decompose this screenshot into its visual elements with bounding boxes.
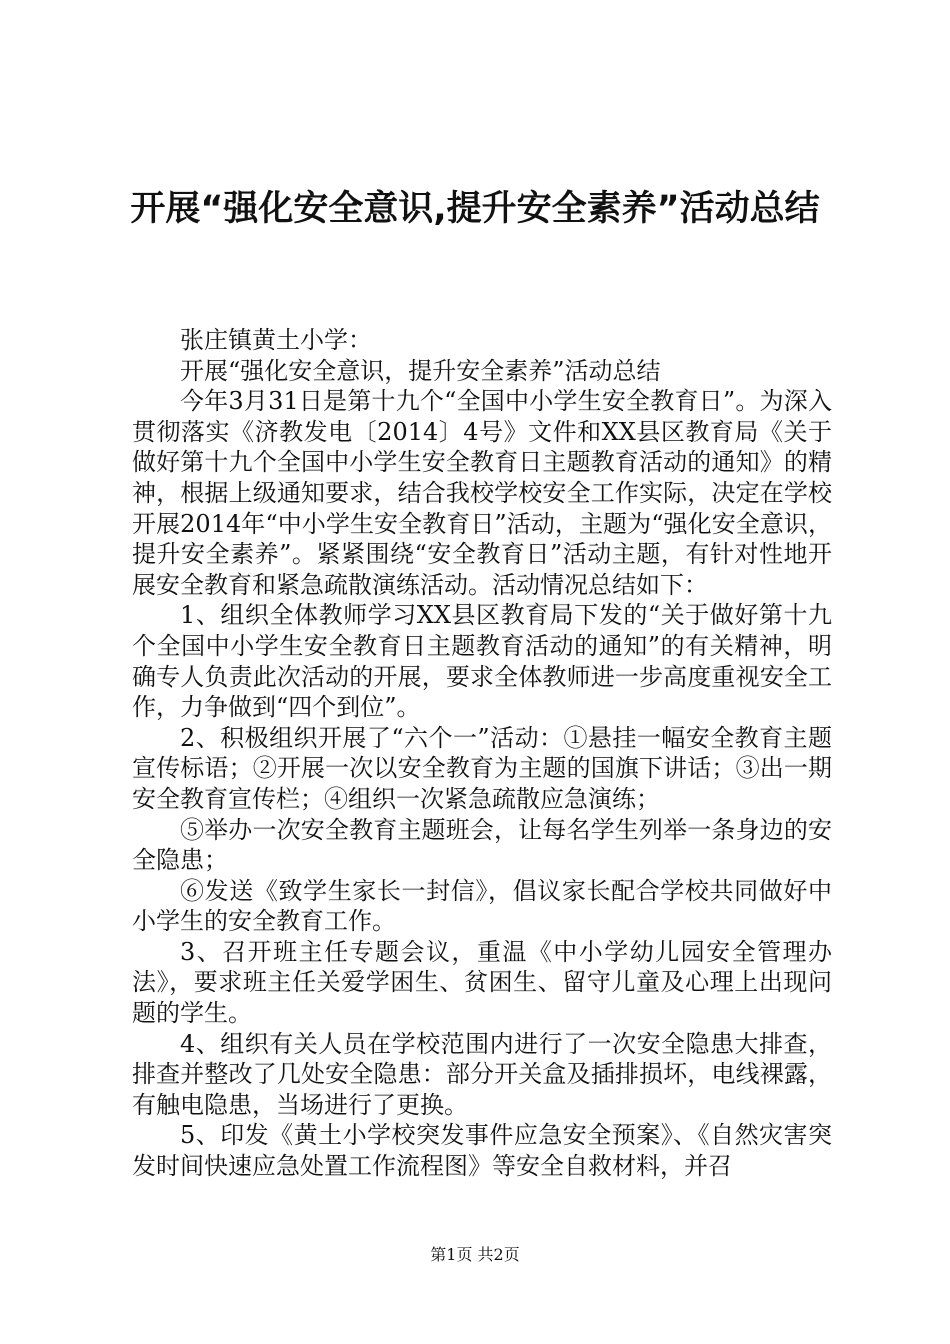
item-5-paragraph: 5、印发《黄土小学校突发事件应急安全预案》、《自然灾害突发时间快速应急处置工作流程图》等安全自救材料，并召 [132,1121,832,1181]
item-1-paragraph: 1、组织全体教师学习XX县区教育局下发的“关于做好第十九个全国中小学生安全教育日主题教育活动的通知”的有关精神，明确专人负责此次活动的开展，要求全体教师进一步高度重视安全工作，力争做到“四个到位”。 [132,601,832,722]
item-2-sub6-paragraph: ⑥发送《致学生家长一封信》，倡议家长配合学校共同做好中小学生的安全教育工作。 [132,876,832,936]
intro-paragraph: 今年3月31日是第十九个“全国中小学生安全教育日”。为深入贯彻落实《济教发电〔2014〕4号》文件和XX县区教育局《关于做好第十九个全国中小学生安全教育日主题教育活动的通知》的精神，根据上级通知要求，结合我校学校安全工作实际，决定在学校开展2014年“中小学生安全教育日”活动，主题为“强化安全意识，提升安全素养”。紧紧围绕“安全教育日”活动主题，有针对性地开展安全教育和紧急疏散演练活动。活动情况总结如下： [132,387,832,599]
document-body [132,325,832,1182]
item-2-sub5-paragraph: ⑤举办一次安全教育主题班会，让每名学生列举一条身边的安全隐患； [132,815,832,875]
item-3-paragraph: 3、召开班主任专题会议，重温《中小学幼儿园安全管理办法》，要求班主任关爱学困生、贫困生、留守儿童及心理上出现问题的学生。 [132,937,832,1028]
page-footer: 第1页 共2页 [430,1245,520,1264]
item-2-paragraph: 2、积极组织开展了“六个一”活动：①悬挂一幅安全教育主题宣传标语；②开展一次以安全教育为主题的国旗下讲话；③出一期安全教育宣传栏；④组织一次紧急疏散应急演练； [132,723,832,813]
subtitle-line: 开展“强化安全意识，提升安全素养”活动总结 [180,356,661,385]
item-4-paragraph: 4、组织有关人员在学校范围内进行了一次安全隐患大排查，排查并整改了几处安全隐患：部分开关盒及插排损坏，电线裸露，有触电隐患，当场进行了更换。 [132,1029,832,1119]
document-title: 开展“强化安全意识,提升安全素养”活动总结 [130,189,820,229]
salutation: 张庄镇黄土小学： [180,326,372,354]
